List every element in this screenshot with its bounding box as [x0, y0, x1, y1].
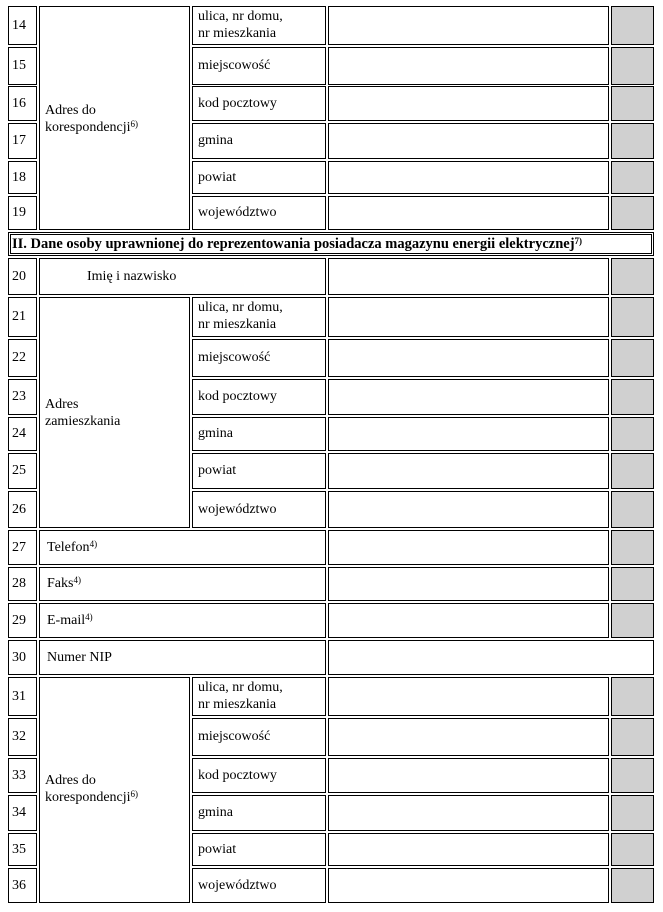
office-use-cell — [611, 297, 654, 337]
row-number — [12, 501, 26, 518]
row-number — [12, 268, 26, 285]
field-label-text: powiat — [198, 463, 237, 478]
field-label-text: powiat — [198, 170, 237, 185]
field-label — [47, 575, 81, 592]
row-number-text: 28 — [12, 576, 26, 591]
field-label-text: ulica, nr domu, nr mieszkania — [198, 9, 283, 41]
field-label — [198, 877, 277, 894]
office-use-cell — [611, 795, 654, 831]
row-number-text: 27 — [12, 540, 26, 555]
field-label-text: województwo — [198, 878, 277, 893]
field-label-text: gmina — [198, 805, 233, 820]
field-label — [198, 132, 233, 149]
row-number-text: 21 — [12, 309, 26, 324]
row-number-text: 32 — [12, 729, 26, 744]
field-label-footnote: 4) — [73, 575, 81, 585]
field-value-input[interactable] — [328, 795, 609, 831]
field-label — [47, 612, 93, 629]
office-use-cell — [611, 258, 654, 295]
row-number — [12, 649, 26, 666]
field-label — [198, 204, 277, 221]
office-use-cell — [611, 868, 654, 903]
row-number-text: 16 — [12, 96, 26, 111]
row-number-text: 35 — [12, 842, 26, 857]
field-label — [198, 804, 233, 821]
field-label-footnote: 4) — [89, 539, 98, 549]
group-label — [45, 396, 120, 430]
field-value-input[interactable] — [328, 123, 609, 159]
row-number — [12, 688, 26, 705]
row-number — [12, 575, 26, 592]
field-value-input[interactable] — [328, 491, 609, 528]
row-number — [12, 388, 26, 405]
office-use-cell — [611, 417, 654, 451]
nip-input[interactable] — [328, 640, 654, 675]
office-use-cell — [611, 833, 654, 866]
field-value-input[interactable] — [328, 758, 609, 793]
row-number — [12, 17, 26, 34]
field-label-text: Numer NIP — [47, 650, 112, 665]
office-use-cell — [611, 6, 654, 45]
row-number — [12, 132, 26, 149]
full-name-input[interactable] — [328, 258, 609, 295]
row-number — [12, 877, 26, 894]
row-number-text: 31 — [12, 689, 26, 704]
office-use-cell — [611, 567, 654, 601]
row-number — [12, 462, 26, 479]
office-use-cell — [611, 123, 654, 159]
row-number — [12, 308, 26, 325]
office-use-cell — [611, 758, 654, 793]
field-label — [198, 349, 270, 366]
row-number-text: 19 — [12, 205, 26, 220]
field-label-text: Telefon — [47, 540, 90, 555]
field-label-text: powiat — [198, 842, 237, 857]
field-label — [198, 462, 236, 479]
field-value-input[interactable] — [328, 718, 609, 756]
row-number-text: 20 — [12, 269, 26, 284]
field-label-text: gmina — [198, 133, 233, 148]
field-label-text: E-mail — [47, 613, 86, 628]
row-number — [12, 169, 26, 186]
office-use-cell — [611, 453, 654, 489]
office-use-cell — [611, 491, 654, 528]
field-label — [198, 388, 277, 405]
group-label-text: Adres do korespondencji — [45, 773, 131, 805]
office-use-cell — [611, 161, 654, 194]
field-value-input[interactable] — [328, 868, 609, 903]
field-label — [198, 501, 277, 518]
field-label-text: województwo — [198, 205, 277, 220]
field-value-input[interactable] — [328, 677, 609, 716]
field-label-text: kod pocztowy — [198, 96, 277, 111]
row-number-text: 17 — [12, 133, 26, 148]
field-label-cell — [39, 567, 326, 601]
field-value-input[interactable] — [328, 417, 609, 451]
office-use-cell — [611, 86, 654, 121]
row-number — [12, 425, 26, 442]
row-number — [12, 539, 26, 556]
field-value-input[interactable] — [328, 86, 609, 121]
group-label-text: Adres zamieszkania — [45, 397, 121, 429]
field-label — [198, 299, 283, 333]
office-use-cell — [611, 718, 654, 756]
field-label-text: gmina — [198, 426, 233, 441]
group-label-footnote: 6) — [130, 789, 139, 799]
office-use-cell — [611, 196, 654, 230]
field-value-input[interactable] — [328, 567, 609, 601]
office-use-cell — [611, 379, 654, 415]
row-number-text: 24 — [12, 426, 26, 441]
field-label-text: ulica, nr domu, nr mieszkania — [198, 680, 283, 712]
field-label — [47, 649, 112, 666]
group-label — [45, 772, 138, 806]
row-number-text: 29 — [12, 613, 26, 628]
row-number — [12, 804, 26, 821]
row-number — [12, 95, 26, 112]
row-number — [12, 349, 26, 366]
row-number-text: 23 — [12, 389, 26, 404]
row-number — [12, 728, 26, 745]
group-label-text: Adres do korespondencji — [45, 103, 131, 135]
office-use-cell — [611, 530, 654, 565]
row-number-text: 30 — [12, 650, 26, 665]
section-title-footnote: 7) — [574, 236, 583, 246]
field-label — [198, 767, 277, 784]
field-label — [198, 841, 236, 858]
row-number — [12, 612, 26, 629]
office-use-cell — [611, 603, 654, 638]
row-number — [12, 841, 26, 858]
field-label — [87, 268, 176, 285]
row-number — [12, 767, 26, 784]
field-label-text: miejscowość — [198, 350, 271, 365]
field-value-input[interactable] — [328, 297, 609, 337]
field-value-input[interactable] — [328, 6, 609, 45]
office-use-cell — [611, 677, 654, 716]
field-label-text: kod pocztowy — [198, 768, 277, 783]
field-label-text: miejscowość — [198, 58, 271, 73]
field-label — [47, 539, 97, 556]
field-label-text: Imię i nazwisko — [87, 269, 177, 284]
field-label-text: miejscowość — [198, 729, 271, 744]
row-number-text: 22 — [12, 350, 26, 365]
row-number-text: 33 — [12, 768, 26, 783]
office-use-cell — [611, 339, 654, 377]
field-value-input[interactable] — [328, 196, 609, 230]
field-label-text: ulica, nr domu, nr mieszkania — [198, 300, 283, 332]
row-number-text: 14 — [12, 18, 26, 33]
field-value-input[interactable] — [328, 161, 609, 194]
field-label — [198, 169, 236, 186]
row-number-text: 25 — [12, 463, 26, 478]
row-number-text: 15 — [12, 58, 26, 73]
field-label-cell — [39, 258, 326, 295]
field-label — [198, 679, 283, 713]
field-value-input[interactable] — [328, 833, 609, 866]
field-label — [198, 57, 270, 74]
group-label — [45, 102, 138, 136]
row-number — [12, 57, 26, 74]
section-title-text: II. Dane osoby uprawnionej do reprezentowania posiadacza magazynu energii elektrycznej — [12, 236, 575, 252]
field-label — [198, 425, 233, 442]
field-value-input[interactable] — [328, 379, 609, 415]
group-label-footnote: 6) — [130, 119, 139, 129]
field-label — [198, 728, 270, 745]
field-label-footnote: 4) — [85, 612, 93, 622]
field-value-input[interactable] — [328, 530, 609, 565]
field-value-input[interactable] — [328, 339, 609, 377]
row-number — [12, 204, 26, 221]
field-label — [198, 8, 283, 42]
row-number-text: 34 — [12, 805, 26, 820]
field-label — [198, 95, 277, 112]
field-value-input[interactable] — [328, 603, 609, 638]
row-number-text: 26 — [12, 502, 26, 517]
field-label-text: Faks — [47, 576, 74, 591]
field-label-text: województwo — [198, 502, 277, 517]
field-value-input[interactable] — [328, 453, 609, 489]
field-value-input[interactable] — [328, 47, 609, 85]
field-label-text: kod pocztowy — [198, 389, 277, 404]
row-number-text: 18 — [12, 170, 26, 185]
office-use-cell — [611, 47, 654, 85]
row-number-text: 36 — [12, 878, 26, 893]
section-title — [12, 236, 582, 253]
